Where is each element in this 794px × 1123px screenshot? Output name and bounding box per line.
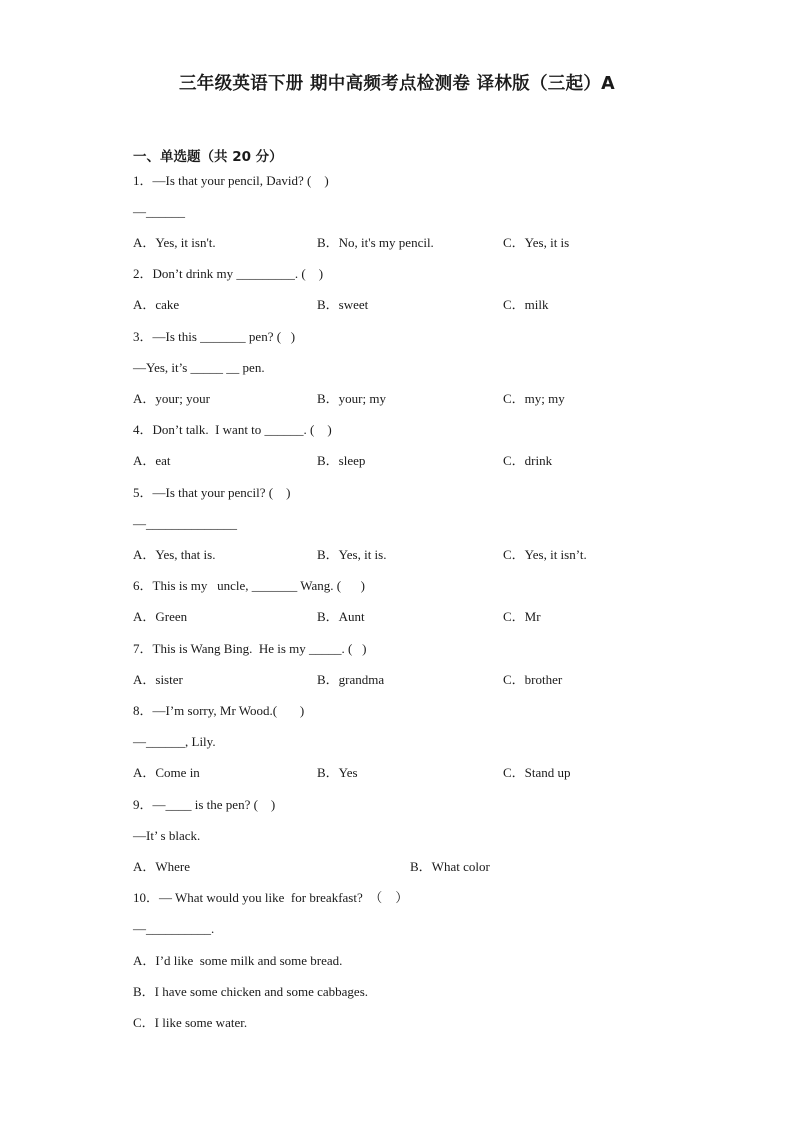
question-2-option-a[interactable]: A．cake: [133, 297, 180, 312]
question-3-option-b[interactable]: B．your; my: [317, 391, 386, 406]
question-7-option-a[interactable]: A．sister: [133, 672, 183, 687]
question-7-option-c[interactable]: C．brother: [503, 672, 563, 687]
question-9-stem: 9．—____ is the pen? ( ): [133, 797, 276, 812]
question-4-stem: 4．Don’t talk. I want to ______. ( ): [133, 422, 332, 437]
question-4-option-a[interactable]: A．eat: [133, 453, 171, 468]
question-3-option-a[interactable]: A．your; your: [133, 391, 210, 406]
question-1-option-a[interactable]: A．Yes, it isn't.: [133, 235, 216, 250]
question-9-answer-line: —It’ s black.: [133, 828, 201, 843]
question-5-answer-line: —______________: [133, 516, 237, 531]
question-5-stem: 5．—Is that your pencil? ( ): [133, 485, 291, 500]
question-10-option-b[interactable]: B．I have some chicken and some cabbages.: [133, 984, 369, 999]
question-4-option-b[interactable]: B．sleep: [317, 453, 366, 468]
question-3-answer-line: —Yes, it’s _____ __ pen.: [133, 360, 265, 375]
question-9-option-a[interactable]: A．Where: [133, 859, 191, 874]
question-6-stem: 6．This is my uncle, _______ Wang. ( ): [133, 578, 365, 593]
question-8-option-c[interactable]: C．Stand up: [503, 765, 571, 780]
question-5-option-b[interactable]: B．Yes, it is.: [317, 547, 387, 562]
question-1-option-c[interactable]: C．Yes, it is: [503, 235, 570, 250]
question-8-answer-line: —______, Lily.: [133, 734, 216, 749]
question-8-stem: 8．—I’m sorry, Mr Wood.( ): [133, 703, 305, 718]
question-1-option-b[interactable]: B．No, it's my pencil.: [317, 235, 434, 250]
question-9-option-b[interactable]: B．What color: [410, 859, 490, 874]
question-7-option-b[interactable]: B．grandma: [317, 672, 385, 687]
question-3-stem: 3．—Is this _______ pen? ( ): [133, 329, 296, 344]
question-10-answer-line: —__________.: [133, 921, 215, 936]
question-3-option-c[interactable]: C．my; my: [503, 391, 565, 406]
question-5-option-a[interactable]: A．Yes, that is.: [133, 547, 216, 562]
question-2-option-b[interactable]: B．sweet: [317, 297, 369, 312]
question-1-answer-line: —______: [133, 204, 185, 219]
question-6-option-b[interactable]: B．Aunt: [317, 609, 365, 624]
page-title: 三年级英语下册 期中高频考点检测卷 译林版（三起）A: [178, 74, 616, 94]
question-1-stem: 1．—Is that your pencil, David? ( ): [133, 173, 329, 188]
question-8-option-a[interactable]: A．Come in: [133, 765, 200, 780]
question-10-option-c[interactable]: C．I like some water.: [133, 1015, 248, 1030]
question-10-option-a[interactable]: A．I’d like some milk and some bread.: [133, 953, 343, 968]
question-6-option-a[interactable]: A．Green: [133, 609, 188, 624]
question-2-stem: 2．Don’t drink my _________. ( ): [133, 266, 324, 281]
question-4-option-c[interactable]: C．drink: [503, 453, 553, 468]
question-2-option-c[interactable]: C．milk: [503, 297, 549, 312]
question-10-stem: 10．— What would you like for breakfast? （ ）: [133, 890, 409, 905]
question-5-option-c[interactable]: C．Yes, it isn’t.: [503, 547, 587, 562]
question-8-option-b[interactable]: B．Yes: [317, 765, 358, 780]
question-7-stem: 7．This is Wang Bing. He is my _____. ( ): [133, 641, 367, 656]
section-heading: 一、单选题（共 20 分）: [133, 149, 283, 165]
question-6-option-c[interactable]: C．Mr: [503, 609, 541, 624]
